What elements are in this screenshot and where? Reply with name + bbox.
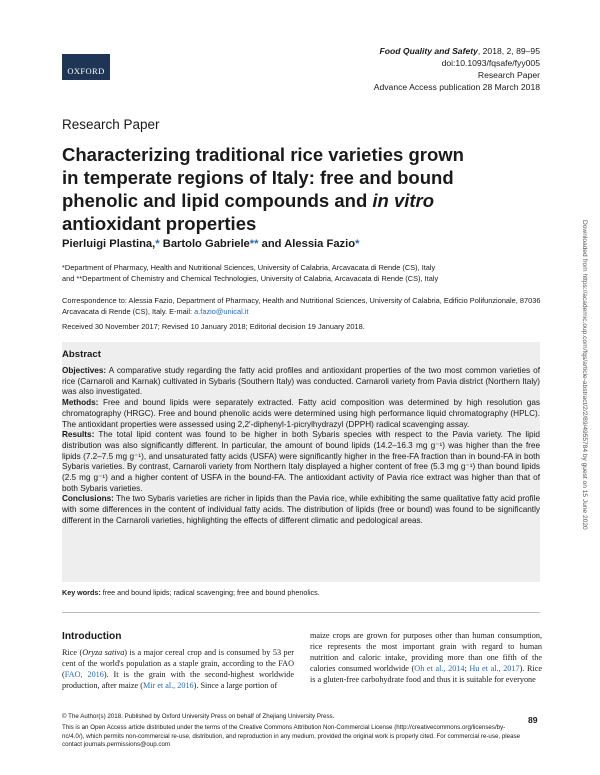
journal-info: [374, 45, 540, 93]
affiliation-2: and **Department of Chemistry and Chemical Technologies, University of Calabria, Arcavacata di Rende (CS), Italy: [62, 273, 439, 283]
species-name: Oryza sativa: [82, 648, 125, 657]
intro-column-right: [310, 630, 542, 685]
title-italic: in vitro: [372, 190, 435, 211]
article-title: [62, 143, 482, 235]
license-text: This is an Open Access article distributed under the terms of the Creative Commons Attribution Non-Commercial License (http://creativecommons.org/licenses/by-nc/4.0/), which permits non-commercial re-use, distribution, and reproduction in any medium, provided the original work is properly cited. For commercial re-use, please contact journals.permissions@oup.com: [62, 724, 521, 749]
download-watermark: [580, 220, 588, 690]
reference-link[interactable]: Oh et al., 2014: [414, 664, 465, 673]
introduction-heading: Introduction: [62, 631, 122, 642]
results-text: The total lipid content was found to be higher in both Sybaris species with respect to the Pavia variety. The lipid distribution was also significantly different. In particular, the amount of bound lipids (14.2–16.3 mg g⁻¹) was higher than the free lipids (7.2–7.5 mg g⁻¹), and unsaturated fatty acids (USFA) were significantly higher in the free-FA fraction than in bound-FA in both Sybaris varieties. By contrast, Carnaroli variety from Northern Italy displayed a higher content of free (5.3 mg g⁻¹) than bound lipids (2.5 mg g⁻¹) and a higher content of USFA in the bound-FA. The antioxidant activity of Pavia rice extract was higher than that of both Sybaris varieties.: [62, 430, 540, 493]
copyright-line: © The Author(s) 2018. Published by Oxford University Press on behalf of Zhejiang University Press.: [62, 713, 335, 720]
journal-citation: , 2018, 2, 89–95: [477, 46, 540, 56]
affiliations: [62, 263, 542, 284]
journal-name[interactable]: Food Quality and Safety: [379, 46, 478, 56]
author-2[interactable]: Bartolo Gabriele: [159, 238, 250, 250]
reference-link[interactable]: Hu et al., 2017: [469, 664, 520, 673]
reference-separator: ;: [464, 664, 470, 673]
abstract-conclusions: [62, 494, 540, 526]
reference-link[interactable]: Mir et al., 2016: [142, 681, 194, 690]
author-list: [62, 238, 359, 250]
advance-access: Advance Access publication 28 March 2018: [373, 82, 540, 92]
keywords-text: free and bound lipids; radical scavenging; free and bound phenolics.: [100, 588, 320, 597]
author-3[interactable]: and Alessia Fazio: [258, 238, 356, 250]
conclusions-text: The two Sybaris varieties are richer in lipids than the Pavia rice, while exhibiting the same qualitative fatty acid profile with some differences in the content of individual fatty acids. The distribution of lipids (free or bound) was found to be significantly different in the Carnaroli varieties, highlighting the effects of different climatic and pedological areas.: [62, 494, 540, 525]
intro-text-6: ). Rice is a gluten-free carbohydrate food and thus it is suitable for everyone: [310, 664, 542, 684]
intro-text-4: ). Since a large portion of: [193, 681, 278, 690]
section-label: Research Paper: [62, 117, 160, 132]
conclusions-label: Conclusions:: [62, 494, 114, 504]
keywords-label: Key words:: [62, 588, 101, 597]
correspondence-email[interactable]: a.fazio@unical.it: [194, 306, 249, 316]
page-number: 89: [528, 715, 538, 725]
logo-text: OXFORD: [67, 66, 105, 76]
reference-link[interactable]: FAO, 2016: [64, 670, 104, 679]
intro-text-3: ). It is the grain with the second-highest worldwide production, after maize (: [62, 670, 294, 690]
intro-text-5: maize crops are grown for purposes other than human consumption, rice represents the most important grain with regard to human nutrition and caloric intake, providing more than one fifth of the calories consumed worldwide (: [310, 631, 542, 673]
abstract-objectives: [62, 366, 540, 398]
methods-label: Methods:: [62, 398, 99, 408]
author-1-mark[interactable]: *: [155, 238, 160, 250]
abstract-box: [62, 342, 540, 582]
author-2-mark[interactable]: **: [249, 238, 259, 250]
download-note: Downloaded from https://academic.oup.com/fqs/article-abstract/2/2/89/4955784 by guest on 15 June 2020: [581, 220, 588, 530]
abstract-heading: Abstract: [62, 349, 101, 360]
section-divider: [62, 612, 540, 613]
intro-text-2: ) is a major cereal crop and is consumed by 53 per cent of the world's population as a staple grain, according to the FAO (: [62, 648, 294, 679]
intro-column-left: [62, 647, 294, 691]
intro-text-1: Rice (: [62, 648, 83, 657]
keywords: [62, 588, 320, 597]
results-label: Results:: [62, 430, 95, 440]
article-type: Research Paper: [477, 70, 540, 80]
affiliation-1: *Department of Pharmacy, Health and Nutritional Sciences, University of Calabria, Arcavacata di Rende (CS), Italy: [62, 263, 436, 272]
license-footer: [62, 713, 522, 750]
title-part-2: antioxidant properties: [62, 213, 257, 234]
article-dates: Received 30 November 2017; Revised 10 January 2018; Editorial decision 19 January 2018.: [62, 322, 365, 331]
doi[interactable]: doi:10.1093/fqsafe/fyy005: [441, 58, 540, 68]
correspondence: [62, 296, 542, 317]
correspondence-text: Correspondence to: Alessia Fazio, Department of Pharmacy, Health and Nutritional Sciences, University of Calabria, Edificio Polifunzionale, 87036 Arcavacata di Rende (CS), Italy. E-mail:: [62, 296, 541, 316]
methods-text: Free and bound lipids were separately extracted. Fatty acid composition was determined by high resolution gas chromatography (HRGC). Free and bound phenolic acids were determined using high performance liquid chromatography (HPLC). The antioxidant properties were assessed using 2,2′-diphenyl-1-picrylhydrazyl (DPPH) radical scavenging assay.: [62, 398, 540, 429]
author-1[interactable]: Pierluigi Plastina,: [62, 238, 156, 250]
abstract-results: [62, 430, 540, 494]
author-3-mark[interactable]: *: [355, 238, 360, 250]
objectives-text: A comparative study regarding the fatty acid profiles and antioxidant properties of the two most common varieties of rice (Carnaroli and Karnak) cultivated in Sybaris (Southern Italy) was conducted. Carnaroli variety from Pavia district (Northern Italy) was also investigated.: [62, 366, 540, 397]
objectives-label: Objectives:: [62, 366, 107, 375]
journal-citation-line: [374, 45, 540, 57]
abstract-methods: [62, 398, 540, 430]
title-part-1: Characterizing traditional rice varieties grown in temperate regions of Italy: free and bound phenolic and lipid compounds and: [62, 144, 464, 211]
publisher-logo: [62, 54, 110, 80]
